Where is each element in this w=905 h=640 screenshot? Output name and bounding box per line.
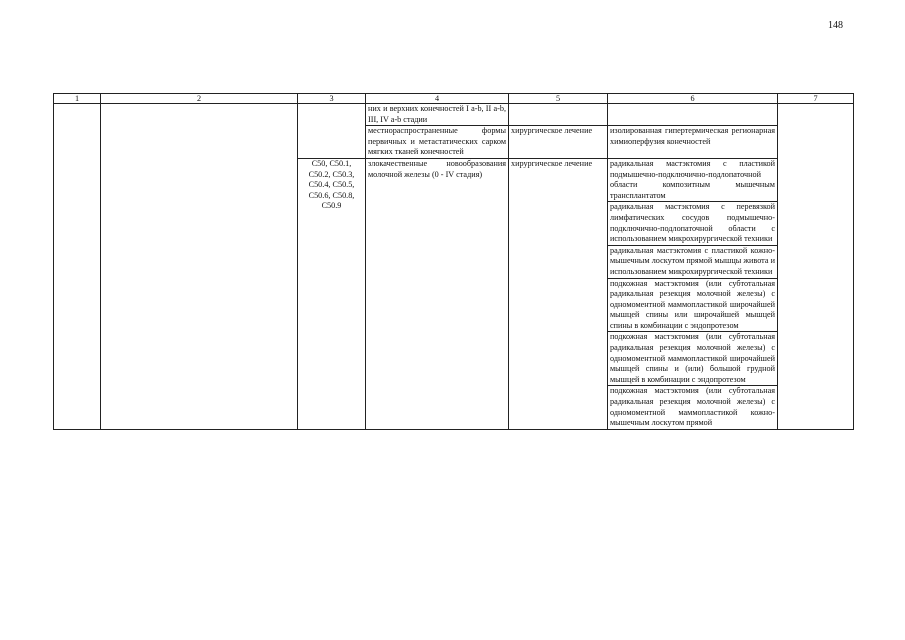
table-row: [54, 104, 854, 126]
cell-method: [608, 104, 778, 126]
cell-method: радикальная мастэктомия с пластикой кожно-мышечным лоскутом прямой мышцы живота и использованием микрохирургической техники: [608, 245, 778, 278]
cell-method: подкожная мастэктомия (или субтотальная радикальная резекция молочной железы) с одномоментной маммопластикой кожно-мышечным лоскутом прямой: [608, 386, 778, 429]
cell-method: подкожная мастэктомия (или субтотальная радикальная резекция молочной железы) с одномоментной маммопластикой широчайшей мышцей спины или широчайшей мышцей спины в комбинации с эндопротезом: [608, 278, 778, 332]
cell-diagnosis: злокачественные новообразования молочной железы (0 - IV стадия): [366, 158, 509, 429]
cell-method: радикальная мастэктомия с пластикой подмышечно-подключично-подлопаточной области композитным мышечным трансплантатом: [608, 158, 778, 201]
column-header: 4: [366, 94, 509, 104]
column-header: 7: [778, 94, 854, 104]
column-header: 1: [54, 94, 101, 104]
column-header: 6: [608, 94, 778, 104]
cell-treatment-type: хирургическое лечение: [509, 158, 608, 429]
table-header-row: [54, 94, 854, 104]
page-number: 148: [828, 20, 843, 31]
cell-method: изолированная гипертермическая регионарная химиоперфузия конечностей: [608, 126, 778, 159]
cell-treatment-type: хирургическое лечение: [509, 126, 608, 159]
cell-col1: [54, 104, 101, 430]
cell-treatment-type: [509, 104, 608, 126]
cell-icd-codes: C50, C50.1, C50.2, C50.3, C50.4, C50.5, C50.6, C50.8, C50.9: [298, 158, 366, 429]
cell-diagnosis: местнораспространенные формы первичных и метастатических сарком мягких тканей конечностей: [366, 126, 509, 159]
cell-col3: [298, 104, 366, 159]
column-header: 3: [298, 94, 366, 104]
cell-method: радикальная мастэктомия с перевязкой лимфатических сосудов подмышечно-подключично-подлопаточной области с использованием микрохирургической техники: [608, 202, 778, 245]
cell-diagnosis: них и верхних конечностей I a-b, II a-b, III, IV a-b стадии: [366, 104, 509, 126]
procedures-table: [53, 93, 854, 430]
cell-col2: [101, 104, 298, 430]
cell-method: подкожная мастэктомия (или субтотальная радикальная резекция молочной железы) с одномоментной маммопластикой широчайшей мышцей спины и (или) большой грудной мышцей в комбинации с эндопротезом: [608, 332, 778, 386]
column-header: 5: [509, 94, 608, 104]
column-header: 2: [101, 94, 298, 104]
cell-col7: [778, 104, 854, 430]
